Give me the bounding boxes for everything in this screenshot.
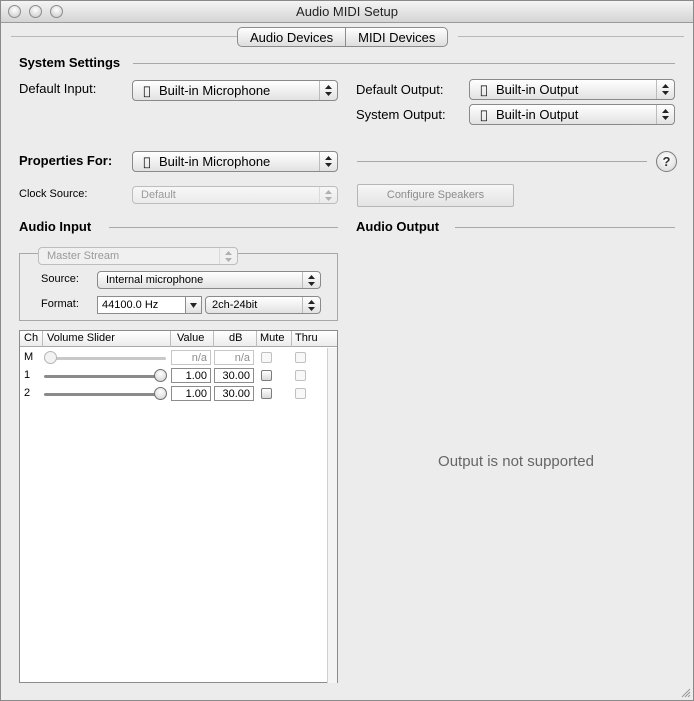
- channel-label: 2: [24, 387, 31, 399]
- table-row: [20, 385, 326, 403]
- output-not-supported-message: Output is not supported: [438, 453, 594, 470]
- format-bits-popup[interactable]: [205, 296, 321, 314]
- column-separator: [256, 331, 257, 347]
- column-volume-slider[interactable]: Volume Slider: [47, 332, 115, 344]
- up-down-arrows-icon: [656, 80, 674, 99]
- default-input-popup[interactable]: [132, 80, 338, 101]
- master-stream-value: Master Stream: [47, 250, 120, 262]
- up-down-arrows-icon: [656, 105, 674, 124]
- master-stream-popup[interactable]: [38, 247, 238, 265]
- up-down-arrows-icon: [302, 272, 320, 288]
- apple-logo-icon: [133, 84, 155, 98]
- apple-logo-icon: [133, 155, 155, 169]
- volume-value-field[interactable]: n/a: [171, 350, 211, 365]
- up-down-arrows-icon: [319, 187, 337, 203]
- column-value[interactable]: Value: [177, 332, 205, 344]
- thru-checkbox[interactable]: [295, 352, 306, 363]
- column-thru[interactable]: Thru: [295, 332, 318, 344]
- column-separator: [170, 331, 171, 347]
- properties-divider: [357, 161, 647, 162]
- system-output-popup[interactable]: [469, 104, 675, 125]
- default-output-label: Default Output:: [356, 82, 444, 97]
- volume-db-field[interactable]: 30.00: [214, 368, 254, 383]
- column-separator: [291, 331, 292, 347]
- column-separator: [213, 331, 214, 347]
- tab-midi-devices[interactable]: MIDI Devices: [345, 28, 447, 46]
- volume-slider-track[interactable]: [44, 375, 166, 378]
- help-button[interactable]: ?: [656, 151, 677, 172]
- thru-checkbox[interactable]: [295, 388, 306, 399]
- tab-audio-devices[interactable]: Audio Devices: [250, 30, 334, 45]
- up-down-arrows-icon: [302, 297, 320, 313]
- table-row: [20, 349, 326, 367]
- volume-slider-track[interactable]: [44, 393, 166, 396]
- system-settings-heading: System Settings: [19, 55, 121, 70]
- properties-for-popup[interactable]: [132, 151, 338, 172]
- volume-slider-knob[interactable]: [44, 351, 57, 364]
- audio-input-divider: [109, 227, 338, 228]
- source-value: Internal microphone: [106, 274, 204, 286]
- channel-table-header: [20, 331, 337, 347]
- audio-output-divider: [455, 227, 675, 228]
- mute-checkbox[interactable]: [261, 370, 272, 381]
- audio-input-heading: Audio Input: [19, 219, 92, 234]
- source-popup[interactable]: [97, 271, 321, 289]
- volume-value-field[interactable]: 1.00: [171, 386, 211, 401]
- resize-grip-icon[interactable]: [680, 687, 691, 698]
- chevron-down-icon: [190, 303, 197, 308]
- format-bits-value: 2ch-24bit: [212, 299, 258, 311]
- clock-source-popup[interactable]: [132, 186, 338, 204]
- configure-speakers-button[interactable]: Configure Speakers: [357, 184, 514, 207]
- volume-value-field[interactable]: 1.00: [171, 368, 211, 383]
- thru-checkbox[interactable]: [295, 370, 306, 381]
- tab-bar: [237, 27, 448, 47]
- table-row: [20, 367, 326, 385]
- column-separator: [42, 331, 43, 347]
- title-bar[interactable]: [1, 1, 693, 23]
- properties-for-label: Properties For:: [19, 153, 113, 168]
- properties-for-value: Built-in Microphone: [159, 154, 271, 169]
- up-down-arrows-icon: [319, 81, 337, 100]
- format-rate-field[interactable]: 44100.0 Hz: [97, 296, 186, 314]
- system-output-value: Built-in Output: [496, 107, 579, 122]
- channel-label: 1: [24, 369, 31, 381]
- up-down-arrows-icon: [219, 248, 237, 264]
- mute-checkbox[interactable]: [261, 388, 272, 399]
- channel-table: [19, 330, 338, 683]
- default-output-value: Built-in Output: [496, 82, 579, 97]
- tab-divider-left: [11, 36, 237, 37]
- window-title: Audio MIDI Setup: [296, 4, 398, 19]
- volume-slider-knob[interactable]: [154, 369, 167, 382]
- volume-slider-track[interactable]: [44, 357, 166, 360]
- tab-divider-right: [458, 36, 684, 37]
- system-settings-divider: [133, 63, 675, 64]
- default-input-value: Built-in Microphone: [159, 83, 271, 98]
- channel-table-scrollbar[interactable]: [327, 348, 337, 683]
- mute-checkbox[interactable]: [261, 352, 272, 363]
- default-output-popup[interactable]: [469, 79, 675, 100]
- apple-logo-icon: [470, 83, 492, 97]
- default-input-label: Default Input:: [19, 81, 97, 96]
- column-db[interactable]: dB: [229, 332, 243, 344]
- clock-source-label: Clock Source:: [19, 188, 88, 200]
- clock-source-value: Default: [141, 189, 176, 201]
- column-mute[interactable]: Mute: [260, 332, 285, 344]
- up-down-arrows-icon: [319, 152, 337, 171]
- format-rate-dropdown[interactable]: [186, 296, 202, 314]
- volume-db-field[interactable]: 30.00: [214, 386, 254, 401]
- volume-db-field[interactable]: n/a: [214, 350, 254, 365]
- system-output-label: System Output:: [356, 107, 446, 122]
- source-label: Source:: [41, 273, 79, 285]
- apple-logo-icon: [470, 108, 492, 122]
- format-label: Format:: [41, 298, 79, 310]
- audio-output-heading: Audio Output: [356, 219, 440, 234]
- volume-slider-knob[interactable]: [154, 387, 167, 400]
- column-ch[interactable]: Ch: [24, 332, 39, 344]
- channel-label: M: [24, 351, 34, 363]
